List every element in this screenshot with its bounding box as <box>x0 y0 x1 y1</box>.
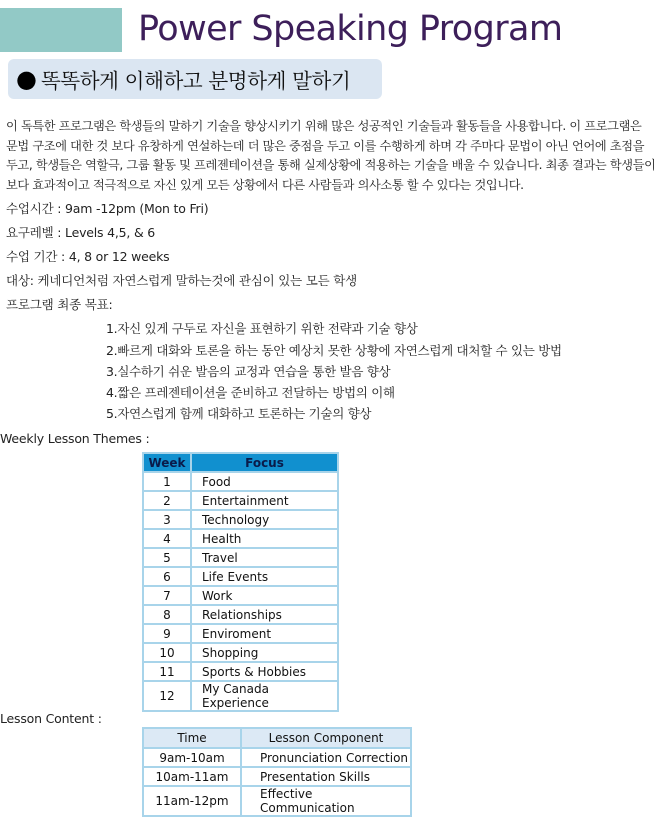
focus-cell: Relationships <box>191 605 338 624</box>
header-color-block <box>0 8 122 52</box>
lesson-content-label: Lesson Content : <box>0 711 102 726</box>
week-cell: 3 <box>143 510 191 529</box>
course-duration: 수업 기간 : 4, 8 or 12 weeks <box>6 249 170 264</box>
goal-item: 5.자연스럽게 함께 대화하고 토론하는 기술의 향상 <box>106 406 372 421</box>
table-header-row <box>143 728 411 748</box>
table-row <box>143 510 338 529</box>
focus-cell: My Canada Experience <box>191 681 338 711</box>
goal-item: 3.실수하기 쉬운 발음의 교정과 연습을 통한 발음 향상 <box>106 364 391 379</box>
week-cell: 11 <box>143 662 191 681</box>
week-cell: 6 <box>143 567 191 586</box>
component-cell: Effective Communication <box>241 786 411 816</box>
table-row <box>143 681 338 711</box>
focus-cell: Technology <box>191 510 338 529</box>
bullet-icon: ● <box>16 65 37 93</box>
week-cell: 4 <box>143 529 191 548</box>
focus-cell: Entertainment <box>191 491 338 510</box>
table-row <box>143 786 411 816</box>
goal-item: 1.자신 있게 구두로 자신을 표현하기 위한 전략과 기술 향상 <box>106 321 418 336</box>
focus-cell: Health <box>191 529 338 548</box>
table-row <box>143 662 338 681</box>
time-cell: 11am-12pm <box>143 786 241 816</box>
subtitle-box <box>8 59 382 99</box>
table-row <box>143 767 411 786</box>
target-students: 대상: 케네디언처럼 자연스럽게 말하는것에 관심이 있는 모든 학생 <box>6 273 358 288</box>
table-row <box>143 548 338 567</box>
table-row <box>143 491 338 510</box>
component-cell: Presentation Skills <box>241 767 411 786</box>
table-row <box>143 529 338 548</box>
column-header-time: Time <box>143 728 241 748</box>
goal-item: 2.빠르게 대화와 토론을 하는 동안 예상치 못한 상황에 자연스럽게 대처할 수 있는 방법 <box>106 343 562 358</box>
table-header-row <box>143 453 338 472</box>
table-row <box>143 624 338 643</box>
week-cell: 5 <box>143 548 191 567</box>
table-row <box>143 567 338 586</box>
focus-cell: Sports & Hobbies <box>191 662 338 681</box>
table-row <box>143 605 338 624</box>
focus-cell: Travel <box>191 548 338 567</box>
focus-cell: Life Events <box>191 567 338 586</box>
week-cell: 2 <box>143 491 191 510</box>
class-time: 수업시간 : 9am -12pm (Mon to Fri) <box>6 201 209 216</box>
page-title: Power Speaking Program <box>138 9 563 49</box>
week-cell: 7 <box>143 586 191 605</box>
focus-cell: Shopping <box>191 643 338 662</box>
table-row <box>143 586 338 605</box>
focus-cell: Food <box>191 472 338 491</box>
time-cell: 9am-10am <box>143 748 241 767</box>
required-level: 요구레벨 : Levels 4,5, & 6 <box>6 225 156 240</box>
goal-item: 4.짧은 프레젠테이션을 준비하고 전달하는 방법의 이해 <box>106 385 395 400</box>
goals-label: 프로그램 최종 목표: <box>6 297 113 312</box>
weekly-themes-table <box>142 452 339 712</box>
focus-cell: Work <box>191 586 338 605</box>
weekly-themes-label: Weekly Lesson Themes : <box>0 431 150 446</box>
subtitle: 똑똑하게 이해하고 분명하게 말하기 <box>40 69 351 93</box>
intro-paragraph: 이 독특한 프로그램은 학생들의 말하기 기술을 향상시키기 위해 많은 성공적인 기술들과 활동들을 사용합니다. 이 프로그램은 문법 구조에 대한 것 보다 유창하게 연설하는데 더 많은 중점을 두고 이를 수행하게 하며 각 주마다 문법이 아닌 언어에 초점을 두고, 학생들은 역할극, 그룹 활동 및 프레젠테이션을 통해 실제상황에 적용하는 기술을 배울 수 있습니다. 최종 결과는 학생들이 보다 효과적이고 적극적으로 자신 있게 모든 상황에서 다른 사람들과 의사소통 할 수 있다는 것입니다. <box>6 119 656 192</box>
week-cell: 12 <box>143 681 191 711</box>
week-cell: 1 <box>143 472 191 491</box>
column-header-week: Week <box>143 453 191 472</box>
week-cell: 10 <box>143 643 191 662</box>
week-cell: 9 <box>143 624 191 643</box>
focus-cell: Enviroment <box>191 624 338 643</box>
column-header-focus: Focus <box>191 453 338 472</box>
lesson-content-table <box>142 727 412 817</box>
table-row <box>143 748 411 767</box>
table-row <box>143 643 338 662</box>
time-cell: 10am-11am <box>143 767 241 786</box>
component-cell: Pronunciation Correction <box>241 748 411 767</box>
table-row <box>143 472 338 491</box>
week-cell: 8 <box>143 605 191 624</box>
column-header-component: Lesson Component <box>241 728 411 748</box>
